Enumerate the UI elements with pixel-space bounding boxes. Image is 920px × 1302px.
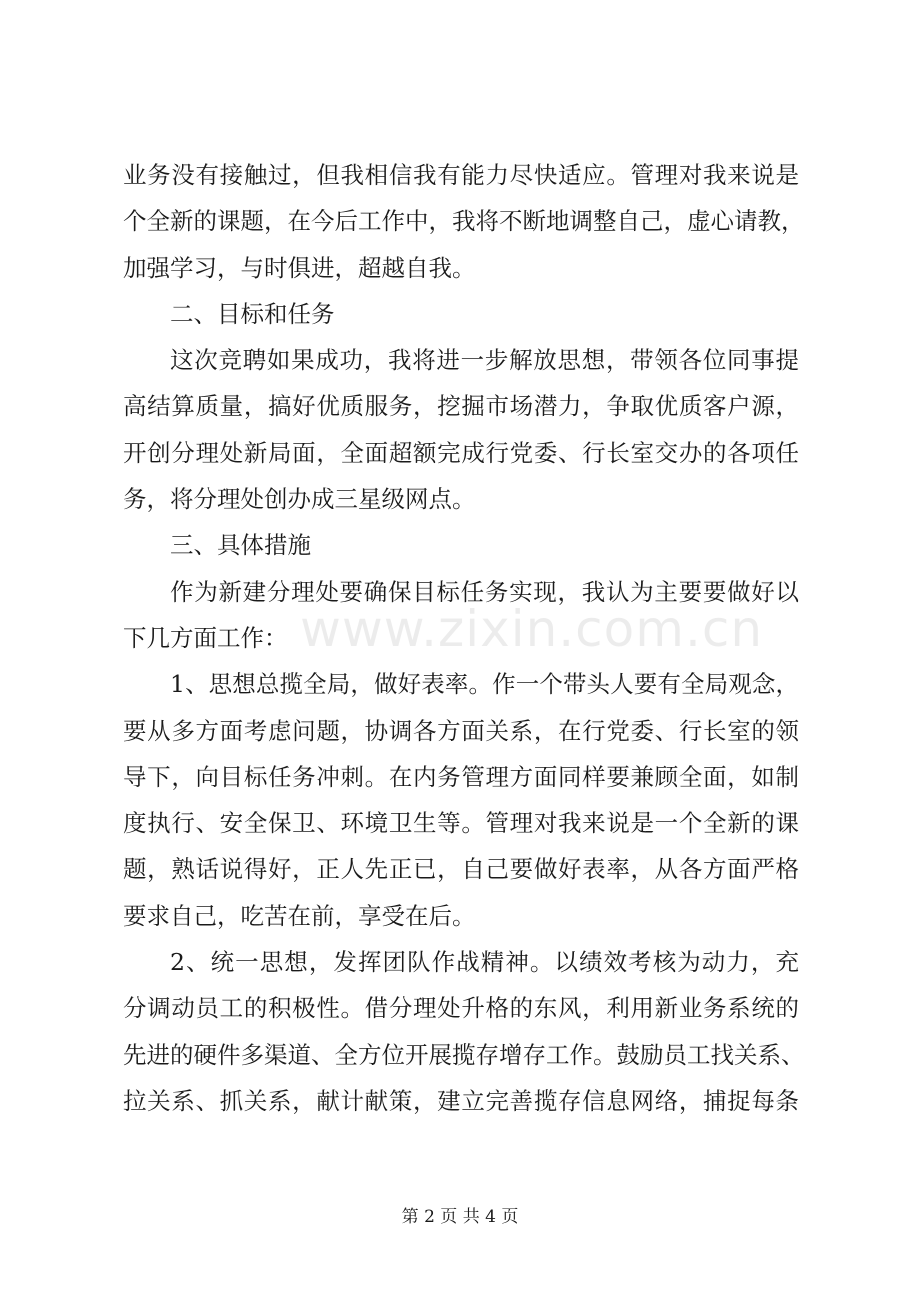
text-line: 2、统一思想，发挥团队作战精神。以绩效考核为动力，充 bbox=[170, 948, 799, 977]
text-line: 下几方面工作： bbox=[123, 623, 288, 652]
text-line: 拉关系、抓关系，献计献策，建立完善揽存信息网络，捕捉每条 bbox=[123, 1086, 799, 1115]
text-line: 要从多方面考虑问题，协调各方面关系，在行党委、行长室的领 bbox=[123, 716, 799, 745]
section-heading: 三、具体措施 bbox=[170, 531, 311, 560]
body-text bbox=[123, 152, 805, 1124]
text-line: 务，将分理处创办成三星级网点。 bbox=[123, 485, 476, 514]
text-line: 导下，向目标任务冲刺。在内务管理方面同样要兼顾全面，如制 bbox=[123, 762, 799, 791]
text-line: 题，熟话说得好，正人先正已，自己要做好表率，从各方面严格 bbox=[123, 855, 799, 884]
text-line: 开创分理处新局面，全面超额完成行党委、行长室交办的各项任 bbox=[123, 438, 799, 467]
text-line: 这次竞聘如果成功，我将进一步解放思想，带领各位同事提 bbox=[170, 346, 799, 375]
section-heading: 二、目标和任务 bbox=[170, 299, 335, 328]
text-line: 先进的硬件多渠道、全方位开展揽存增存工作。鼓励员工找关系、 bbox=[123, 1040, 805, 1069]
text-line: 要求自己，吃苦在前，享受在后。 bbox=[123, 901, 476, 930]
page-footer: 第 2 页 共 4 页 bbox=[401, 1207, 519, 1227]
text-line: 度执行、安全保卫、环境卫生等。管理对我来说是一个全新的课 bbox=[123, 809, 799, 838]
text-line: 个全新的课题，在今后工作中，我将不断地调整自己，虚心请教， bbox=[123, 207, 805, 236]
watermark: www.zixin.com.cn bbox=[300, 600, 764, 658]
text-line: 作为新建分理处要确保目标任务实现，我认为主要要做好以 bbox=[170, 577, 799, 606]
text-line: 1、思想总揽全局，做好表率。作一个带头人要有全局观念， bbox=[170, 670, 799, 699]
text-line: 高结算质量，搞好优质服务，挖掘市场潜力，争取优质客户源， bbox=[123, 392, 799, 421]
text-line: 业务没有接触过，但我相信我有能力尽快适应。管理对我来说是 bbox=[123, 161, 799, 189]
text-line: 分调动员工的积极性。借分理处升格的东风，利用新业务系统的 bbox=[123, 994, 799, 1023]
text-line: 加强学习，与时俱进，超越自我。 bbox=[123, 253, 476, 282]
